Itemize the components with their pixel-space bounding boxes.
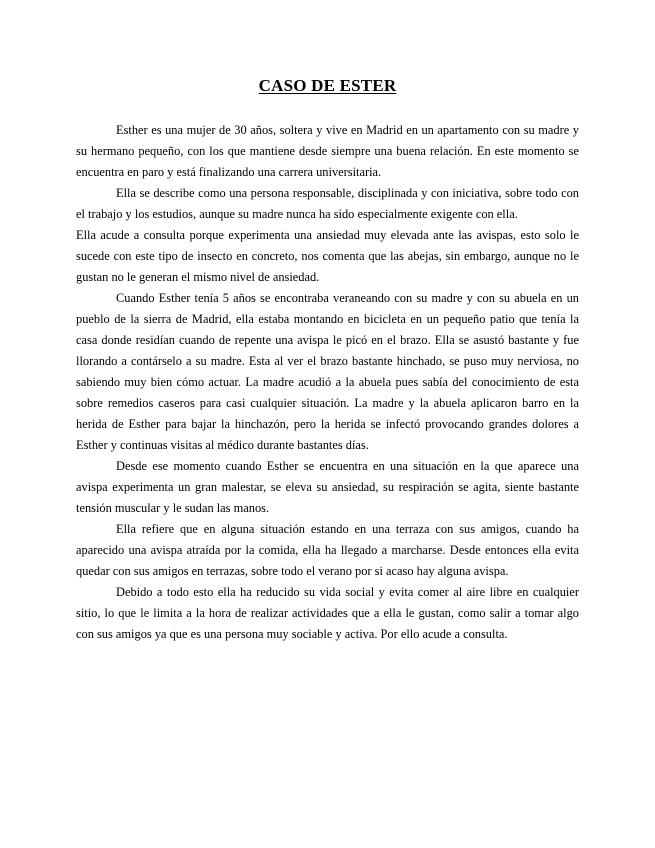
- paragraph-introduction: Esther es una mujer de 30 años, soltera y vive en Madrid en un apartamento con su madre y su hermano pequeño, con los que mantiene desde siempre una buena relación. En este momento se encuentra en paro y está finalizando una carrera universitaria.: [76, 123, 579, 179]
- paragraph-childhood-incident: Cuando Esther tenía 5 años se encontraba veraneando con su madre y con su abuela en un pueblo de la sierra de Madrid, ella estaba montando en bicicleta en un pequeño patio que tenía la casa donde residían cuando de repente una avispa le picó en el brazo. Ella se asustó bastante y fue llorando a contárselo a su madre. Esta al ver el brazo bastante hinchado, se puso muy nerviosa, no sabiendo muy bien cómo actuar. La madre acudió a la abuela pues sabía del conocimiento de esta sobre remedios caseros para casi cualquier situación. La madre y la abuela aplicaron barro en la herida de Esther para bajar la hinchazón, pero la herida se infectó provocando grandes dolores a Esther y continuas visitas al médico durante bastantes días.: [76, 291, 579, 452]
- paragraph-avoidance: Ella refiere que en alguna situación estando en una terraza con sus amigos, cuando ha aparecido una avispa atraída por la comida, ella ha llegado a marcharse. Desde entonces ella evita quedar con sus amigos en terrazas, sobre todo el verano por si acaso hay alguna avispa.: [76, 522, 579, 578]
- paragraph-reason-for-consultation: Ella acude a consulta porque experimenta una ansiedad muy elevada ante las avispas, esto solo le sucede con este tipo de insecto en concreto, nos comenta que las abejas, sin embargo, aunque no le gustan no le generan el mismo nivel de ansiedad.: [76, 228, 579, 284]
- paragraph-impact: Debido a todo esto ella ha reducido su vida social y evita comer al aire libre en cualquier sitio, lo que le limita a la hora de realizar actividades que a ella le gustan, como salir a tomar algo con sus amigos ya que es una persona muy sociable y activa. Por ello acude a consulta.: [76, 585, 579, 641]
- document-body: [76, 120, 579, 645]
- document-title: CASO DE ESTER: [258, 76, 397, 95]
- paragraph-symptoms: Desde ese momento cuando Esther se encuentra en una situación en la que aparece una avispa experimenta un gran malestar, se eleva su ansiedad, su respiración se agita, siente bastante tensión muscular y le sudan las manos.: [76, 459, 579, 515]
- paragraph-self-description: Ella se describe como una persona responsable, disciplinada y con iniciativa, sobre todo con el trabajo y los estudios, aunque su madre nunca ha sido especialmente exigente con ella.: [76, 186, 579, 221]
